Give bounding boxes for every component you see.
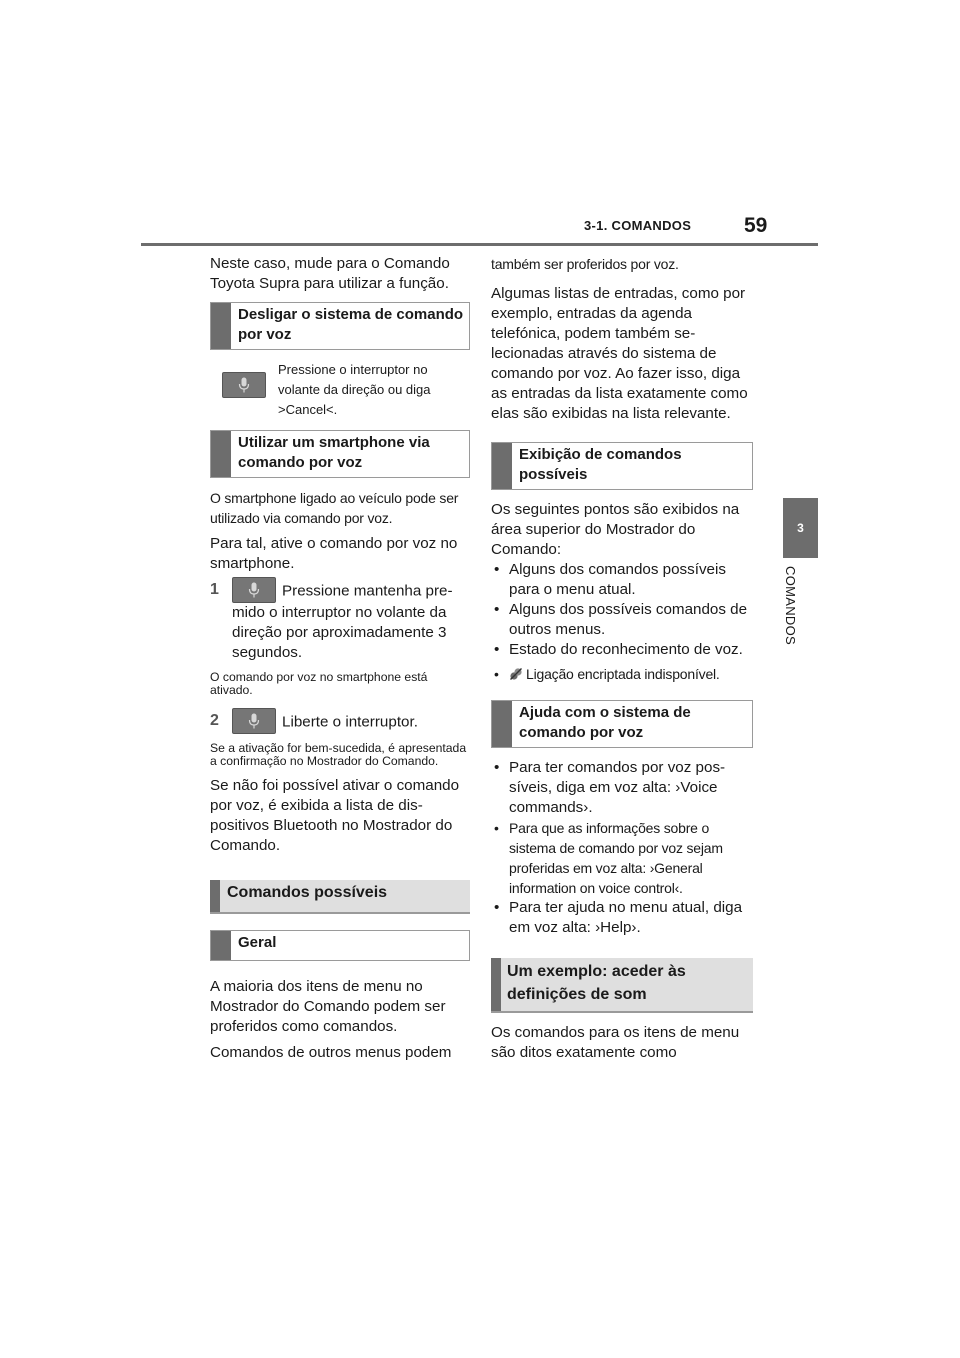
heading-disable-voice [210, 302, 470, 350]
general-paragraph-2: Comandos de outros menus podem [210, 1044, 452, 1061]
heading-display-commands-text: Exibição de comandos possíveis [519, 446, 682, 483]
step-1-note: O comando por voz no smartphone está ativado. [210, 670, 428, 697]
example-paragraph: Os comandos para os itens de menu são ditos exatamente como [491, 1024, 740, 1061]
header-rule [141, 243, 818, 246]
left-column [210, 254, 470, 1069]
step-1-number: 1 [210, 581, 219, 598]
fail-paragraph: Se não foi possível ativar o comando por voz, é exibida a lista de dispositivos Bluetooth no Mostrador do Comando. [210, 777, 460, 854]
display-intro: Os seguintes pontos são exibidos na área superior do Mostrador do Comando: [491, 501, 740, 558]
heading-sound-example [491, 958, 753, 1013]
step-1-text: Pressione mantenha premido o interruptor no volante da direção por aproximadamente 3 segundos. [232, 582, 453, 661]
display-bullet-2: • Alguns dos possíveis comandos de outros menus. [491, 600, 753, 640]
step-1 [210, 580, 470, 663]
lists-paragraph: Algumas listas de entradas, como por exemplo, entradas da agenda telefónica, podem também selecionadas através do sistema de comando por voz. Ao fazer isso, diga as entradas da lista exatamente como elas são exibidas na lista relevante. [491, 285, 748, 422]
right-column [491, 254, 753, 1069]
continued-paragraph: também ser proferidos por voz. [491, 256, 679, 272]
smartphone-paragraph-1: O smartphone ligado ao veículo pode ser utilizado via comando por voz. [210, 490, 459, 526]
display-bullet-1: • Alguns dos comandos possíveis para o menu atual. [491, 560, 753, 600]
help-bullet-2: • Para que as informações sobre o sistema de comando por voz sejam proferidas em voz alta: ›General information on voice control‹. [491, 818, 753, 898]
heading-general-text: Geral [238, 934, 277, 951]
step-2-text: Liberte o interruptor. [282, 713, 418, 731]
heading-voice-help-text: Ajuda com o sistema de comando por voz [519, 704, 691, 741]
display-bullet-encryption-text: Ligação encriptada indisponível. [526, 666, 720, 682]
help-bullet-3: • Para ter ajuda no menu atual, diga em voz alta: ›Help›. [491, 898, 753, 938]
intro-paragraph: Neste caso, mude para o Comando Toyota Supra para utilizar a função. [210, 255, 450, 292]
disable-instruction-text: Pressione o interruptor no volante da direção ou diga >Cancel<. [278, 362, 431, 417]
mic-button-icon [222, 372, 266, 398]
smartphone-paragraph-2: Para tal, ative o comando por voz no smartphone. [210, 535, 458, 572]
encryption-unavailable-icon [509, 667, 523, 681]
mic-button-icon [232, 708, 276, 734]
chapter-title: 3-1. COMANDOS [584, 218, 692, 233]
heading-possible-commands-text: Comandos possíveis [227, 884, 388, 901]
chapter-tab [783, 498, 818, 558]
heading-possible-commands [210, 880, 470, 914]
heading-smartphone-voice [210, 430, 470, 478]
help-bullet-1: • Para ter comandos por voz possíveis, diga em voz alta: ›Voice commands›. [491, 758, 753, 818]
page-number: 59 [744, 214, 768, 237]
general-paragraph-1: A maioria dos itens de menu no Mostrador do Comando podem ser proferidos como comandos. [210, 978, 446, 1035]
step-2-number: 2 [210, 712, 219, 729]
help-bullets [491, 758, 753, 938]
heading-disable-voice-text: Desligar o sistema de comando por voz [238, 306, 464, 343]
heading-sound-example-text: Um exemplo: aceder às definições de som [507, 963, 686, 1003]
heading-display-commands [491, 442, 753, 490]
mic-button-icon [232, 577, 276, 603]
step-2-note: Se a ativação for bem-sucedida, é apresentada a confirmação no Mostrador do Comando. [210, 741, 467, 768]
step-2 [210, 711, 470, 734]
heading-smartphone-voice-text: Utilizar um smartphone via comando por voz [238, 434, 430, 471]
display-bullets [491, 560, 753, 684]
chapter-tab-number: 3 [797, 521, 804, 535]
chapter-side-label [775, 566, 827, 666]
chapter-side-label-text: COMANDOS [783, 566, 798, 645]
disable-instruction [210, 360, 470, 420]
heading-voice-help [491, 700, 753, 748]
display-bullet-encryption [491, 664, 753, 684]
heading-general [210, 930, 470, 961]
display-bullet-3: • Estado do reconhecimento de voz. [491, 640, 753, 660]
